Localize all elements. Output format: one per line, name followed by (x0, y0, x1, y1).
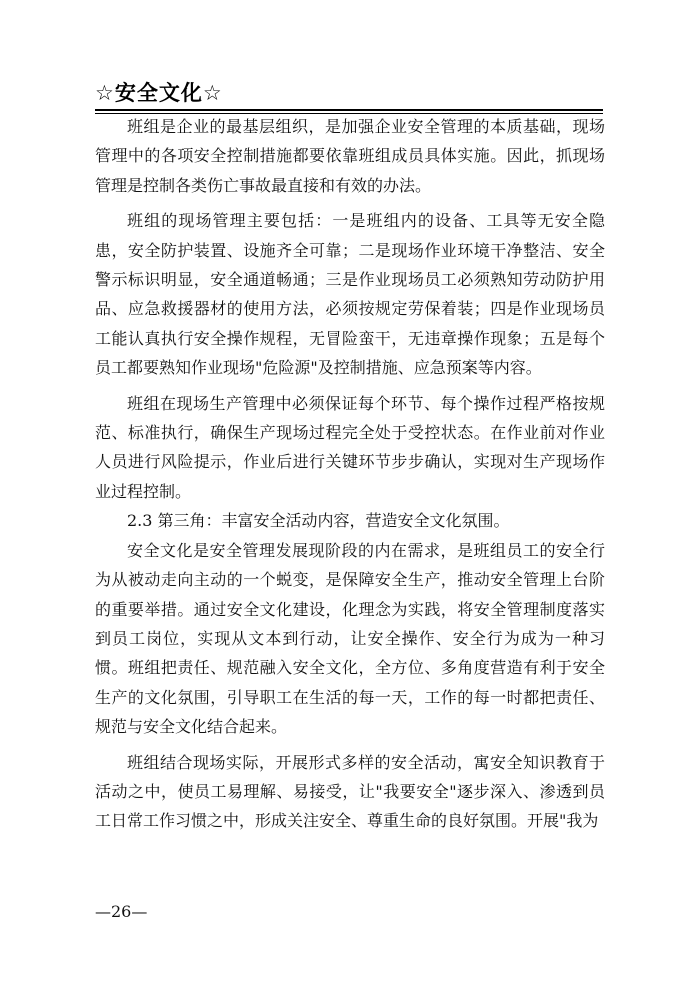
paragraph: 班组的现场管理主要包括：一是班组内的设备、工具等无安全隐患，安全防护装置、设施齐全可靠；二是现场作业环境干净整洁、安全警示标识明显，安全通道畅通；三是作业现场员工必须熟知劳动防护用品、应急救援器材的使用方法，必须按规定劳保着装；四是作业现场员工能认真执行安全操作规程，无冒险蛮干，无违章操作现象；五是每个员工都要熟知作业现场"危险源"及控制措施、应急预案等内容。 (95, 211, 605, 378)
page-number: —26— (95, 902, 148, 921)
paragraph: 班组在现场生产管理中必须保证每个环节、每个操作过程严格按规范、标准执行，确保生产现场过程完全处于受控状态。在作业前对作业人员进行风险提示，作业后进行关键环节步步确认，实现对生产现场作业过程控制。 (95, 393, 605, 501)
subsection-heading: 2.3 第三角：丰富安全活动内容，营造安全文化氛围。 (127, 511, 510, 531)
section-title: ☆安全文化☆ (95, 81, 223, 105)
page-header (95, 80, 605, 114)
paragraph: 班组结合现场实际，开展形式多样的安全活动，寓安全知识教育于活动之中，使员工易理解、易接受，让"我要安全"逐步深入、渗透到员工日常工作习惯之中，形成关注安全、尊重生命的良好氛围。开展"我为 (95, 752, 605, 831)
paragraph: 班组是企业的最基层组织，是加强企业安全管理的本质基础，现场管理中的各项安全控制措施都要依靠班组成员具体实施。因此，抓现场管理是控制各类伤亡事故最直接和有效的办法。 (95, 117, 605, 195)
article-body (95, 112, 605, 836)
paragraph: 安全文化是安全管理发展现阶段的内在需求，是班组员工的安全行为从被动走向主动的一个蜕变，是保障安全生产，推动安全管理上台阶的重要举措。通过安全文化建设，化理念为实践，将安全管理制度落实到员工岗位，实现从文本到行动，让安全操作、安全行为成为一种习惯。班组把责任、规范融入安全文化，全方位、多角度营造有利于安全生产的文化氛围，引导职工在生活的每一天，工作的每一时都把责任、规范与安全文化结合起来。 (95, 540, 605, 737)
